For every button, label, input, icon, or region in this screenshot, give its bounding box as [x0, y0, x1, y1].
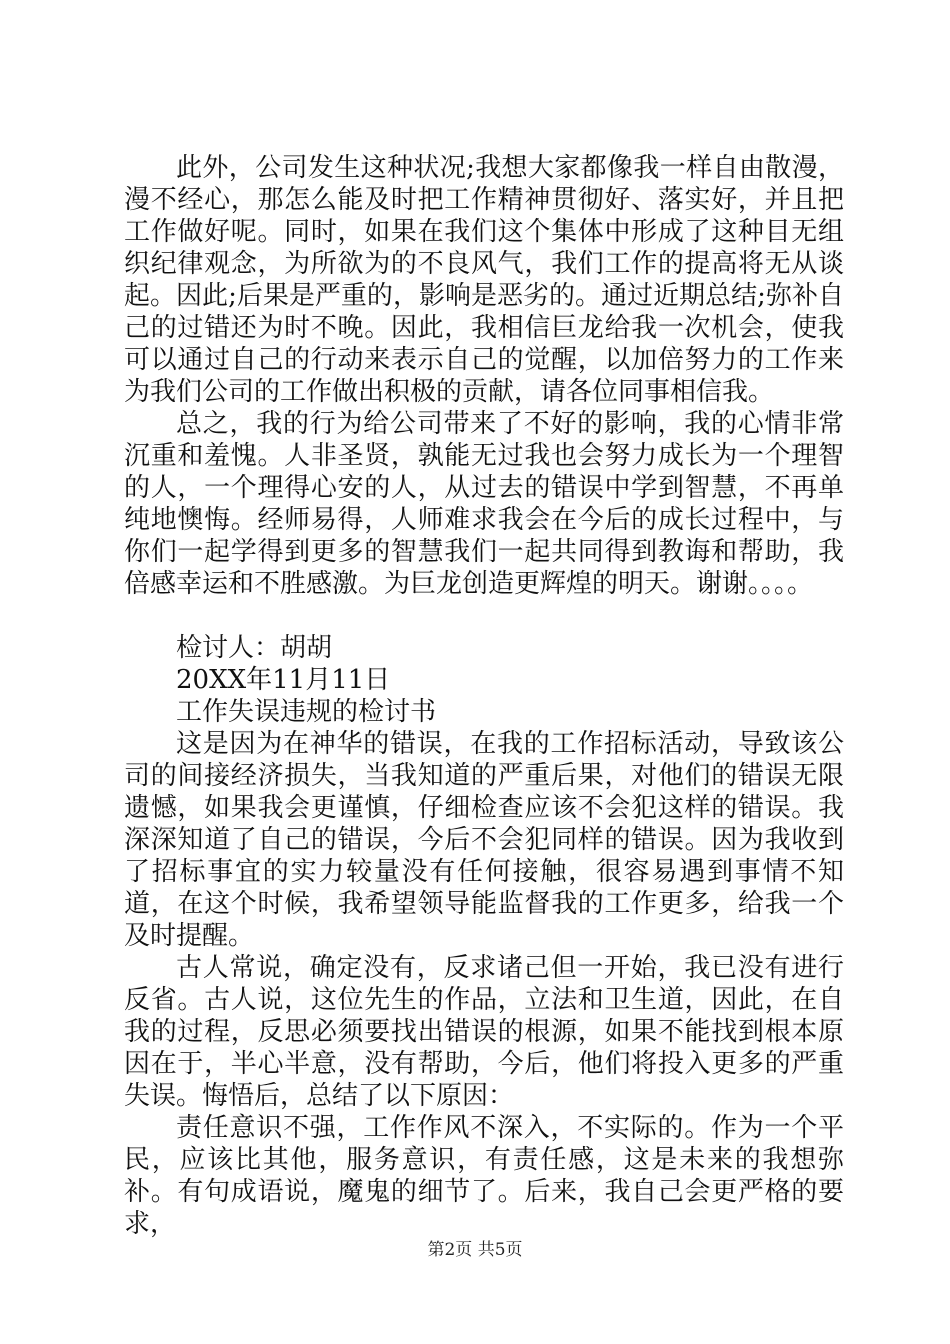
paragraph: 此外，公司发生这种状况;我想大家都像我一样自由散漫，漫不经心，那怎么能及时把工作精神贯彻好、落实好，并且把工作做好呢。同时，如果在我们这个集体中形成了这种目无组织纪律观念，为所欲为的不良风气，我们工作的提高将无从谈起。因此;后果是严重的，影响是恶劣的。通过近期总结;弥补自己的过错还为时不晚。因此，我相信巨龙给我一次机会，使我可以通过自己的行动来表示自己的觉醒，以加倍努力的工作来为我们公司的工作做出积极的贡献，请各位同事相信我。: [124, 153, 844, 407]
paragraph: 总之，我的行为给公司带来了不好的影响，我的心情非常沉重和羞愧。人非圣贤，孰能无过我也会努力成长为一个理智的人，一个理得心安的人，从过去的错误中学到智慧，不再单纯地懊悔。经师易得，人师难求我会在今后的成长过程中，与你们一起学得到更多的智慧我们一起共同得到教诲和帮助，我倍感幸运和不胜感激。为巨龙创造更辉煌的明天。谢谢。。。。: [124, 409, 844, 599]
signer-line: 检讨人：胡胡: [176, 633, 333, 663]
section-title: 工作失误违规的检讨书: [176, 697, 437, 727]
paragraph: 责任意识不强，工作作风不深入，不实际的。作为一个平民，应该比其他，服务意识，有责任感，这是未来的我想弥补。有句成语说，魔鬼的细节了。后来，我自己会更严格的要求，: [124, 1113, 844, 1239]
document-body: [124, 152, 844, 1240]
paragraph: 古人常说，确定没有，反求诸己但一开始，我已没有进行反省。古人说，这位先生的作品，立法和卫生道，因此，在自我的过程，反思必须要找出错误的根源，如果不能找到根本原因在于，半心半意，没有帮助，今后，他们将投入更多的严重失误。悔悟后，总结了以下原因：: [124, 953, 844, 1111]
page-number: 第2页 共5页: [427, 1240, 523, 1260]
page-footer: [0, 1240, 950, 1260]
date-line: 20XX年11月11日: [176, 665, 391, 695]
blank-line: [124, 600, 844, 632]
paragraph: 这是因为在神华的错误，在我的工作招标活动，导致该公司的间接经济损失，当我知道的严重后果，对他们的错误无限遗憾，如果我会更谨慎，仔细检查应该不会犯这样的错误。我深深知道了自己的错误，今后不会犯同样的错误。因为我收到了招标事宜的实力较量没有任何接触，很容易遇到事情不知道，在这个时候，我希望领导能监督我的工作更多，给我一个及时提醒。: [124, 729, 844, 951]
